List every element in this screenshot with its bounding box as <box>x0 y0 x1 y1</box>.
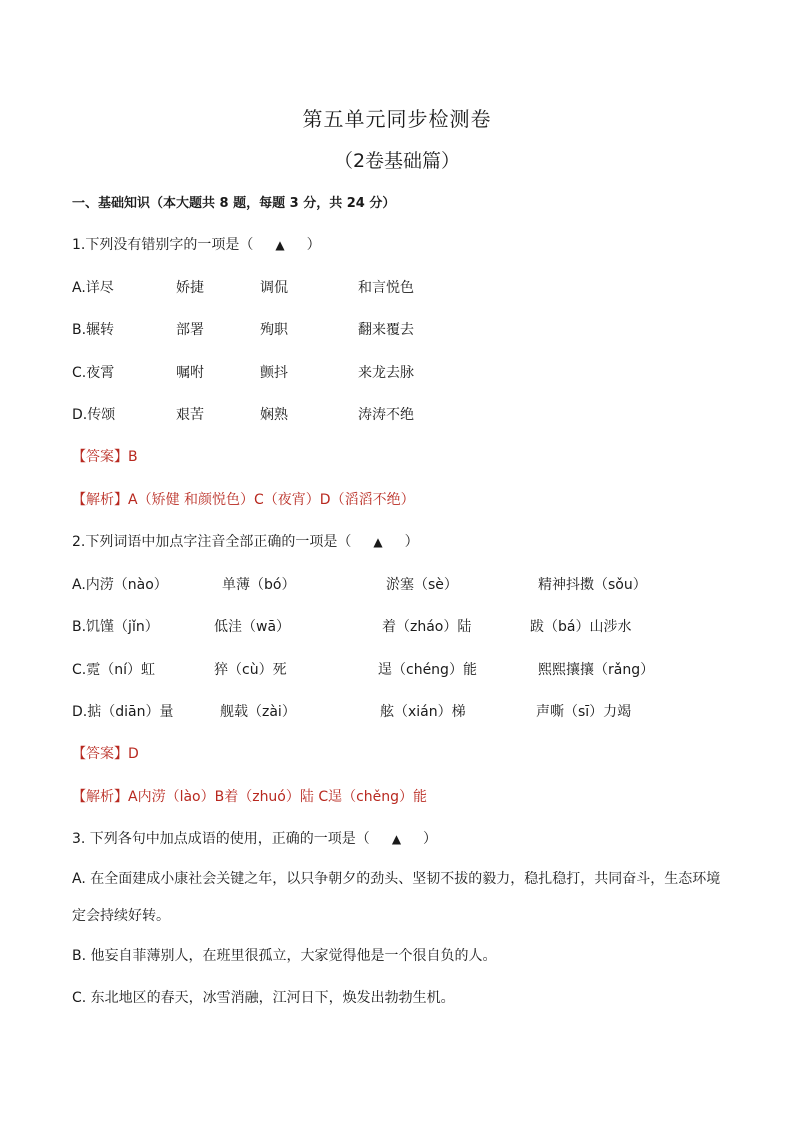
analysis-label: 【解析】 <box>72 789 128 805</box>
triangle-mark-icon: ▲ <box>391 832 402 846</box>
analysis-value: A内涝（lào）B着（zhuó）陆 C逞（chěng）能 <box>128 789 428 805</box>
q2-analysis <box>72 786 427 806</box>
option-cell: 舰载（zài） <box>220 704 296 720</box>
q1-analysis <box>72 489 415 509</box>
option-cell: 跋（bá）山涉水 <box>530 619 632 635</box>
q1-stem-close: ） <box>306 237 321 253</box>
answer-value: D <box>128 746 139 762</box>
option-cell: 来龙去脉 <box>358 365 414 381</box>
q3-stem-close: ） <box>423 831 438 847</box>
q1-stem <box>72 234 321 254</box>
analysis-value: A（矫健 和颜悦色）C（夜宵）D（滔滔不绝） <box>128 492 415 508</box>
triangle-mark-icon: ▲ <box>275 238 285 252</box>
section-heading: 一、基础知识（本大题共 8 题，每题 3 分，共 24 分） <box>72 196 396 211</box>
option-cell: 低洼（wā） <box>214 619 291 635</box>
q3-option-a: A. 在全面建成小康社会关键之年，以只争朝夕的劲头、坚韧不拔的毅力，稳扎稳打，共同奋斗，生态环境定会持续好转。 <box>72 871 721 924</box>
option-cell: B.辗转 <box>72 322 115 338</box>
option-cell: 熙熙攘攘（rǎng） <box>538 662 655 678</box>
option-cell: 逞（chéng）能 <box>378 662 477 678</box>
q1-answer <box>72 446 138 466</box>
option-cell: B.饥馑（jǐn） <box>72 619 159 635</box>
option-cell: 和言悦色 <box>358 280 414 296</box>
option-cell: 单薄（bó） <box>222 577 296 593</box>
q2-stem <box>72 531 419 551</box>
answer-label: 【答案】 <box>72 449 128 465</box>
option-cell: 舷（xián）梯 <box>380 704 466 720</box>
option-cell: 声嘶（sī）力竭 <box>536 704 632 720</box>
q3-stem-text: 3. 下列各句中加点成语的使用，正确的一项是（ <box>72 831 370 847</box>
q2-answer <box>72 743 139 763</box>
option-cell: 淤塞（sè） <box>386 577 458 593</box>
option-cell: 艰苦 <box>176 407 204 423</box>
option-cell: C.夜霄 <box>72 365 115 381</box>
q1-stem-text: 1.下列没有错别字的一项是（ <box>72 237 254 253</box>
option-cell: 娴熟 <box>260 407 288 423</box>
triangle-mark-icon: ▲ <box>373 535 383 549</box>
option-cell: 着（zháo）陆 <box>382 619 472 635</box>
q2-stem-close: ） <box>404 534 419 550</box>
option-cell: 翻来覆去 <box>358 322 414 338</box>
option-cell: 涛涛不绝 <box>358 407 414 423</box>
option-cell: C.霓（ní）虹 <box>72 662 155 678</box>
analysis-label: 【解析】 <box>72 492 128 508</box>
option-cell: 娇捷 <box>176 280 204 296</box>
answer-label: 【答案】 <box>72 746 128 762</box>
q3-option-b: B. 他妄自菲薄别人，在班里很孤立，大家觉得他是一个很自负的人。 <box>72 948 497 964</box>
option-cell: A.详尽 <box>72 280 114 296</box>
option-cell: A.内涝（nào） <box>72 577 168 593</box>
answer-value: B <box>128 449 138 465</box>
q3-option-c: C. 东北地区的春天，冰雪消融，江河日下，焕发出勃勃生机。 <box>72 990 455 1006</box>
page-title: 第五单元同步检测卷 <box>302 107 492 131</box>
option-cell: 颤抖 <box>260 365 288 381</box>
option-cell: 嘱咐 <box>176 365 204 381</box>
option-cell: 调侃 <box>260 280 288 296</box>
option-cell: 精神抖擞（sǒu） <box>538 577 647 593</box>
option-cell: D.掂（diān）量 <box>72 704 174 720</box>
page-subtitle: （2卷基础篇） <box>333 150 461 172</box>
q3-stem <box>72 828 437 848</box>
option-cell: 猝（cù）死 <box>214 662 287 678</box>
option-cell: D.传颂 <box>72 407 116 423</box>
option-cell: 部署 <box>176 322 204 338</box>
option-cell: 殉职 <box>260 322 288 338</box>
q2-stem-text: 2.下列词语中加点字注音全部正确的一项是（ <box>72 534 352 550</box>
